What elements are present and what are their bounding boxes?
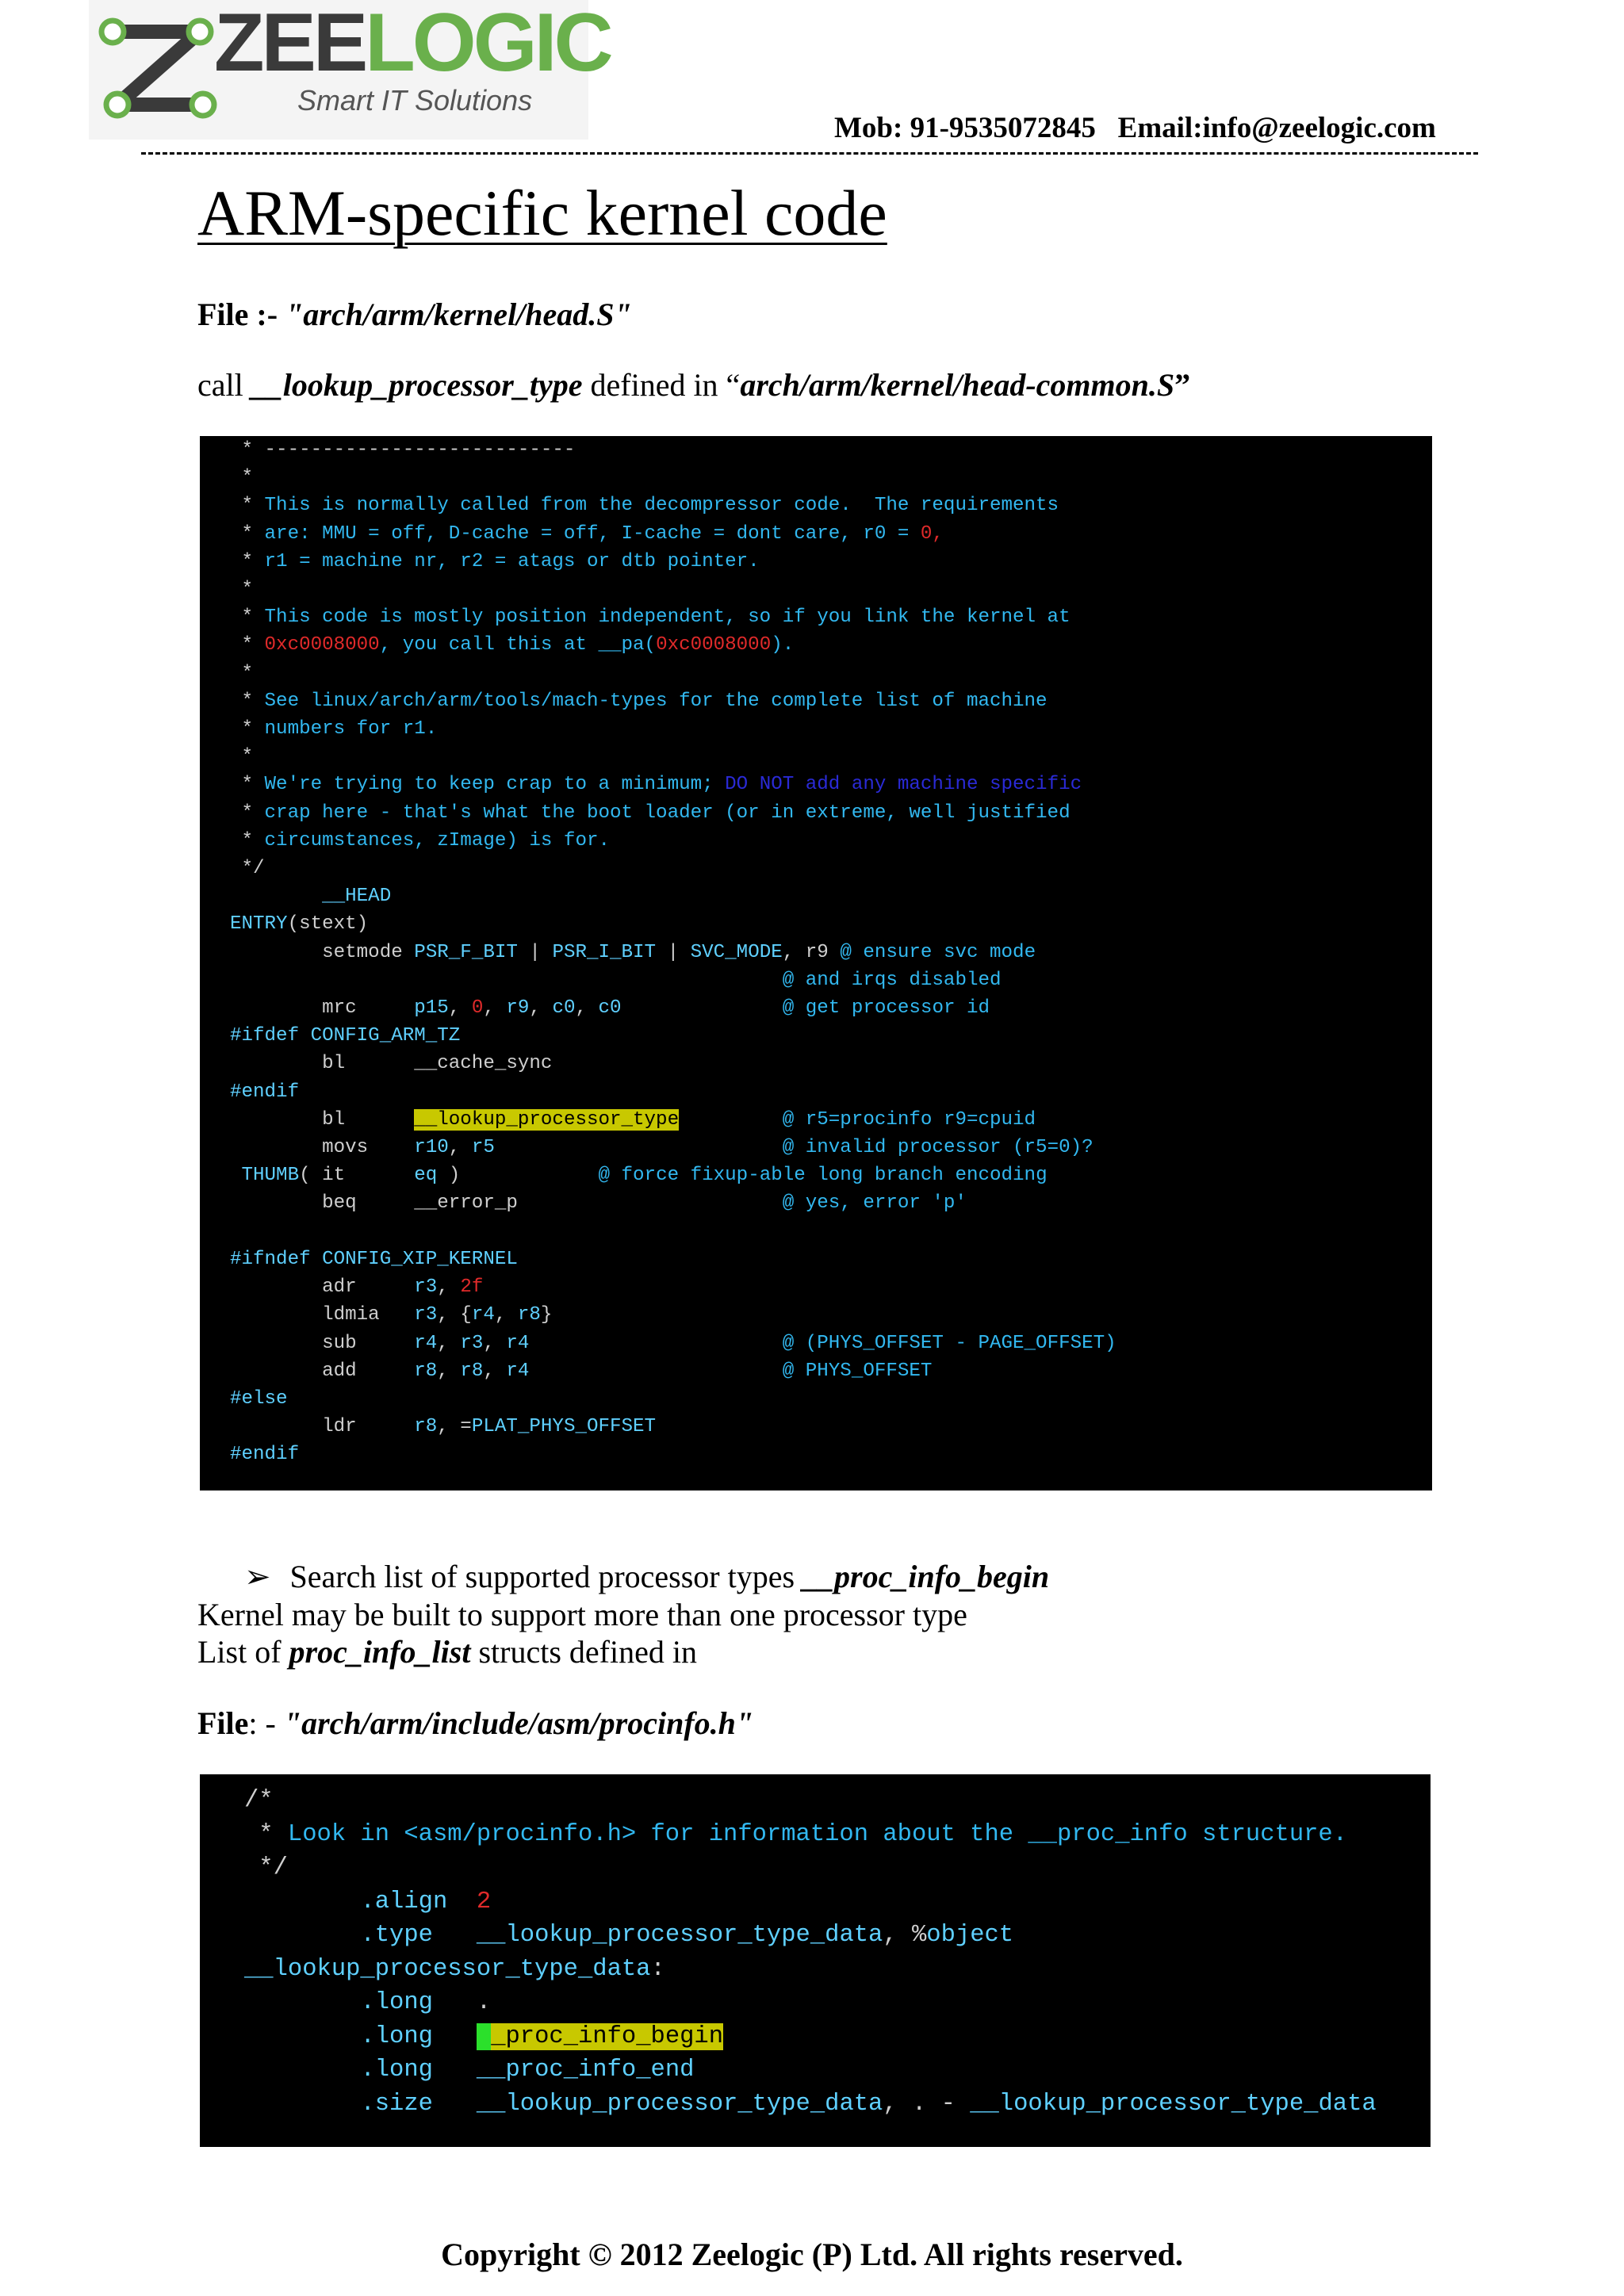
paragraph-2 xyxy=(197,1634,697,1670)
code-line: * 0xc0008000, you call this at __pa(0xc0008000). xyxy=(230,634,795,656)
code-line: * This code is mostly position independent, so if you link the kernel at xyxy=(230,607,1071,629)
code-line: add r8, r8, r4 @ PHYS_OFFSET xyxy=(230,1360,933,1382)
logo-tagline: Smart IT Solutions xyxy=(297,84,533,117)
code-listing-2 xyxy=(244,1784,1377,2121)
file-heading-2 xyxy=(197,1705,753,1742)
header-divider xyxy=(141,152,1478,155)
code-line: /* xyxy=(244,1787,274,1814)
code-line: * circumstances, zImage) is for. xyxy=(230,829,610,851)
function-name: __lookup_processor_type xyxy=(251,367,583,403)
code-line: * Look in <asm/procinfo.h> for information about the __proc_info structure. xyxy=(244,1820,1348,1848)
file-heading-1 xyxy=(197,297,632,333)
code-line: movs r10, r5 @ invalid processor (r5=0)? xyxy=(230,1137,1094,1159)
code-line: bl __cache_sync xyxy=(230,1053,553,1075)
code-line: beq __error_p @ yes, error 'p' xyxy=(230,1192,967,1215)
code-line: sub r4, r3, r4 @ (PHYS_OFFSET - PAGE_OFFSET) xyxy=(230,1332,1116,1354)
file-path-2: "arch/arm/include/asm/procinfo.h" xyxy=(283,1705,754,1741)
code-line: setmode PSR_F_BIT | PSR_I_BIT | SVC_MODE, r9 @ ensure svc mode xyxy=(230,941,1036,963)
logo-wordmark xyxy=(214,0,611,89)
arrow-bullet-icon: ➢ xyxy=(244,1559,271,1594)
bullet-item xyxy=(244,1559,1049,1595)
code-line: .type __lookup_processor_type_data, %object xyxy=(360,1922,1014,1949)
code-line: * crap here - that's what the boot loader (or in extreme, well justified xyxy=(230,802,1071,824)
file-sep-2: : - xyxy=(248,1705,284,1741)
code-line: @ and irqs disabled xyxy=(782,969,1002,991)
code-block-procinfo xyxy=(200,1774,1431,2147)
file-path: "arch/arm/kernel/head.S" xyxy=(285,297,632,332)
code-listing-1 xyxy=(230,436,1116,1469)
logo-z-icon xyxy=(98,10,217,128)
code-line: * r1 = machine nr, r2 = atags or dtb pointer. xyxy=(230,550,760,572)
defined-in-text: defined in “ xyxy=(582,367,741,403)
code-line: .long . xyxy=(360,1989,492,2016)
page-title: ARM-specific kernel code xyxy=(197,177,887,249)
code-line: #ifdef CONFIG_ARM_TZ xyxy=(230,1025,461,1047)
code-line: __HEAD xyxy=(322,886,392,908)
highlighted-symbol-2: _proc_info_begin xyxy=(477,2023,723,2050)
code-line: ldr r8, =PLAT_PHYS_OFFSET xyxy=(230,1416,657,1438)
copyright-footer: Copyright © 2012 Zeelogic (P) Ltd. All rights reserved. xyxy=(441,2237,1183,2272)
code-line: #endif xyxy=(230,1444,300,1466)
closing-quote: ” xyxy=(1174,367,1191,403)
code-line: mrc p15, 0, r9, c0, c0 @ get processor id xyxy=(230,997,990,1020)
code-line: ENTRY(stext) xyxy=(230,913,369,936)
code-line: #ifndef CONFIG_XIP_KERNEL xyxy=(230,1248,518,1270)
code-line: */ xyxy=(230,858,265,880)
file-label-2: File xyxy=(197,1705,249,1741)
file-label: File :- xyxy=(197,297,286,332)
bullet-symbol: __proc_info_begin xyxy=(802,1559,1050,1594)
code-line: .long __proc_info_end xyxy=(360,2057,695,2084)
code-line: * xyxy=(230,579,254,601)
code-line: * numbers for r1. xyxy=(230,718,438,740)
logo-text-logic: LOGIC xyxy=(365,0,611,89)
paragraph-1: Kernel may be built to support more than one processor type xyxy=(197,1597,967,1632)
logo-text-zee: ZEE xyxy=(214,0,366,89)
para2-prefix: List of xyxy=(197,1634,289,1670)
para2-symbol: proc_info_list xyxy=(289,1634,471,1670)
code-line: #endif xyxy=(230,1081,300,1103)
code-line: ldmia r3, {r4, r8} xyxy=(230,1304,553,1326)
highlighted-symbol: __lookup_processor_type xyxy=(414,1108,680,1131)
code-line: * See linux/arch/arm/tools/mach-types for the complete list of machine xyxy=(230,690,1048,712)
code-line: .align 2 xyxy=(360,1888,492,1915)
code-line: * xyxy=(230,746,254,768)
call-description xyxy=(197,367,1190,404)
bullet-text: Search list of supported processor types xyxy=(289,1559,803,1594)
code-line: __lookup_processor_type_data: xyxy=(244,1955,665,1983)
code-line: bl __lookup_processor_type @ r5=procinfo r9=cpuid xyxy=(230,1108,1036,1131)
code-line: * --------------------------- xyxy=(230,439,576,461)
code-block-head-s xyxy=(200,436,1432,1490)
code-line: * xyxy=(230,662,254,684)
code-line: */ xyxy=(244,1854,288,1881)
code-line: #else xyxy=(230,1387,288,1410)
para2-suffix: structs defined in xyxy=(470,1634,697,1670)
code-line: .size __lookup_processor_type_data, . - __lookup_processor_type_data xyxy=(360,2090,1377,2118)
contact-info: Mob: 91-9535072845 Email:info@zeelogic.com xyxy=(834,112,1436,144)
code-line: .long _proc_info_begin xyxy=(360,2022,724,2050)
code-line: * This is normally called from the decompressor code. The requirements xyxy=(230,495,1059,517)
code-line: adr r3, 2f xyxy=(230,1276,484,1299)
call-text: call xyxy=(197,367,251,403)
company-logo xyxy=(89,0,611,140)
code-line: THUMB( it eq ) @ force fixup-able long branch encoding xyxy=(241,1165,1048,1187)
code-line: * xyxy=(230,467,254,489)
code-line: * We're trying to keep crap to a minimum; DO NOT add any machine specific xyxy=(230,774,1082,796)
code-line: * are: MMU = off, D-cache = off, I-cache = dont care, r0 = 0, xyxy=(230,522,944,545)
source-file-path: arch/arm/kernel/head-common.S xyxy=(740,367,1175,403)
